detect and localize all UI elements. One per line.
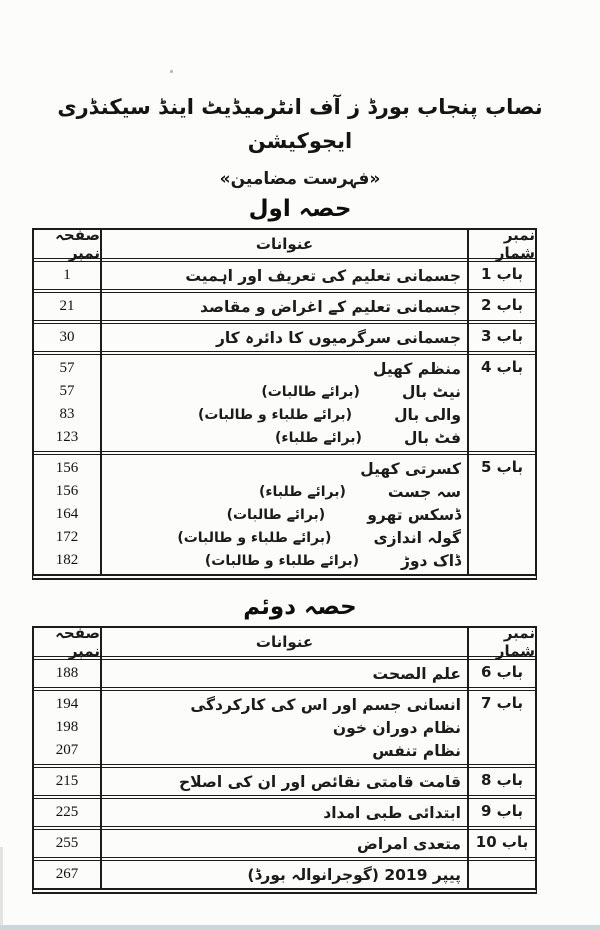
column-header-page: صفحہ نمبر <box>55 624 100 660</box>
topic-title: انسانی جسم اور اس کی کارکردگی <box>190 695 461 714</box>
page-number: 21 <box>59 298 75 314</box>
column-header-titles: عنوانات <box>255 633 314 651</box>
scan-speck <box>170 70 173 73</box>
page-number: 30 <box>59 329 75 345</box>
audience-note: (برائے طلباء) <box>258 483 346 500</box>
table-row <box>34 795 535 826</box>
column-header-serial: نمبر شمار <box>495 226 535 262</box>
title-line <box>108 739 461 762</box>
table-header-row <box>34 226 535 262</box>
title-line <box>108 295 461 318</box>
column-header-titles: عنوانات <box>255 235 314 253</box>
chapter-cell: باب 10 <box>475 833 529 851</box>
page-number: 172 <box>55 529 79 545</box>
page-number-cell <box>34 293 100 320</box>
column-divider-right <box>467 628 469 888</box>
title-line <box>108 693 461 716</box>
table-row <box>34 289 535 320</box>
chapter-cell <box>469 861 535 888</box>
titles-cell <box>100 324 469 351</box>
page-number: 83 <box>59 406 75 422</box>
titles-cell <box>100 691 469 764</box>
topic-title: نظام دوران خون <box>332 718 461 737</box>
page-number: 123 <box>55 429 79 445</box>
title-line <box>108 716 461 739</box>
page-number: 57 <box>59 383 75 399</box>
audience-note: (برائے طلباء) <box>275 429 362 446</box>
topic-title: نیٹ بال <box>401 382 461 401</box>
title-line <box>108 832 461 855</box>
titles-cell <box>100 262 469 289</box>
column-divider-right <box>467 230 469 574</box>
table-row <box>34 351 535 451</box>
page-number: 194 <box>55 696 79 712</box>
page-number-cell <box>34 799 100 826</box>
table-row <box>34 451 535 574</box>
page-number: 255 <box>55 835 79 851</box>
page-number-cell <box>34 830 100 857</box>
table-row <box>34 258 535 289</box>
title-line <box>108 801 461 824</box>
title-line <box>108 526 461 549</box>
page-number-cell <box>34 660 100 687</box>
audience-note: (برائے طالبات) <box>261 383 360 400</box>
table-row <box>34 656 535 687</box>
topic-title: ڈاک دوڑ <box>401 551 461 570</box>
title-line <box>108 662 461 685</box>
title-line <box>108 264 461 287</box>
audience-note: (برائے طلباء و طالبات) <box>197 406 353 423</box>
page-number: 198 <box>55 719 79 735</box>
toc-table-part-two <box>32 626 537 894</box>
page-number: 225 <box>55 804 79 820</box>
topic-title: متعدی امراض <box>357 834 461 853</box>
chapter-cell: باب 1 <box>481 265 523 283</box>
page-number: 164 <box>55 506 79 522</box>
page-number: 156 <box>55 483 79 499</box>
audience-note: (برائے طلباء و طالبات) <box>204 552 359 569</box>
page-number-cell <box>34 455 100 574</box>
column-header-page: صفحہ نمبر <box>55 226 100 262</box>
titles-cell <box>100 455 469 574</box>
title-line <box>108 480 461 503</box>
title-line <box>108 503 461 526</box>
scan-edge-left <box>0 847 3 925</box>
page-number-cell <box>34 324 100 351</box>
page-number: 156 <box>55 460 79 476</box>
chapter-cell: باب 2 <box>481 296 523 314</box>
title-line <box>108 403 461 426</box>
page-number-cell <box>34 861 100 888</box>
page-number-cell <box>34 768 100 795</box>
topic-title: سہ جست <box>387 482 461 501</box>
page-number: 57 <box>59 360 75 376</box>
chapter-cell: باب 6 <box>481 663 523 681</box>
page-number-cell <box>34 691 100 764</box>
topic-title: گولہ اندازی <box>373 528 461 547</box>
table-row <box>34 826 535 857</box>
page-number: 182 <box>55 552 79 568</box>
toc-heading: «فہرست مضامین» <box>219 169 381 189</box>
chapter-cell: باب 3 <box>481 327 523 345</box>
page-number: 267 <box>55 866 79 882</box>
title-line <box>108 457 461 480</box>
topic-title: پیپر 2019 (گوجرانوالہ بورڈ) <box>247 865 461 884</box>
page-number: 188 <box>55 665 79 681</box>
topic-title: ڈسکس تھرو <box>367 505 461 524</box>
table-header-row <box>34 624 535 660</box>
chapter-cell: باب 5 <box>481 458 523 476</box>
titles-cell <box>100 660 469 687</box>
title-line <box>108 326 461 349</box>
topic-title: جسمانی تعلیم کے اغراض و مقاصد <box>200 297 461 316</box>
page-number: 207 <box>55 742 79 758</box>
titles-cell <box>100 768 469 795</box>
topic-title: کسرتی کھیل <box>360 459 461 478</box>
topic-title: جسمانی سرگرمیوں کا دائرہ کار <box>215 328 461 347</box>
page-number-cell <box>34 262 100 289</box>
toc-table-part-one <box>32 228 537 580</box>
scan-edge-bottom <box>0 925 600 930</box>
topic-title: علم الصحت <box>372 664 461 683</box>
column-divider-left <box>100 230 102 574</box>
table-row <box>34 857 535 888</box>
title-line <box>108 380 461 403</box>
audience-note: (برائے طلباء و طالبات) <box>177 529 332 546</box>
board-title: نصاب پنجاب بورڈ ز آف انٹرمیڈیٹ اینڈ سیکنڈری ایجوکیشن <box>57 95 543 153</box>
title-line <box>108 549 461 572</box>
title-line <box>108 426 461 449</box>
topic-title: منظم کھیل <box>373 359 461 378</box>
topic-title: فٹ بال <box>403 428 461 447</box>
chapter-cell: باب 8 <box>481 771 523 789</box>
part-two-title: حصہ دوئم <box>243 594 357 620</box>
topic-title: والی بال <box>394 405 461 424</box>
chapter-cell: باب 9 <box>481 802 523 820</box>
topic-title: نظام تنفس <box>372 741 461 760</box>
titles-cell <box>100 355 469 451</box>
title-line <box>108 770 461 793</box>
topic-title: ابتدائی طبی امداد <box>323 803 461 822</box>
titles-cell <box>100 830 469 857</box>
chapter-cell: باب 7 <box>481 694 523 712</box>
part-one-title: حصہ اول <box>248 196 352 222</box>
table-row <box>34 687 535 764</box>
title-line <box>108 863 461 886</box>
chapter-cell: باب 4 <box>481 358 523 376</box>
titles-cell <box>100 861 469 888</box>
topic-title: جسمانی تعلیم کی تعریف اور اہمیت <box>185 266 461 285</box>
page-number: 1 <box>63 267 71 283</box>
column-header-serial: نمبر شمار <box>495 624 535 660</box>
table-row <box>34 320 535 351</box>
page-number-cell <box>34 355 100 451</box>
titles-cell <box>100 293 469 320</box>
topic-title: قامت قامتی نقائص اور ان کی اصلاح <box>178 772 461 791</box>
column-divider-left <box>100 628 102 888</box>
title-line <box>108 357 461 380</box>
titles-cell <box>100 799 469 826</box>
audience-note: (برائے طالبات) <box>226 506 326 523</box>
page-number: 215 <box>55 773 79 789</box>
table-row <box>34 764 535 795</box>
